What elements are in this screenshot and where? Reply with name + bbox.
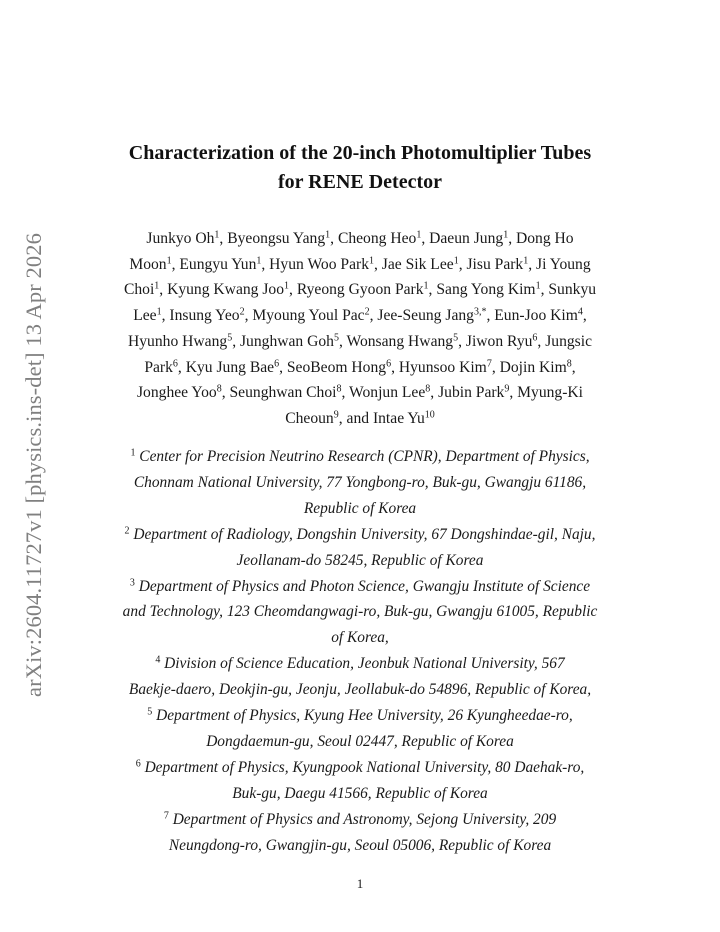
affiliation-text: Department of Physics, Kyung Hee University, 26 Kyungheedae-ro,	[152, 707, 573, 725]
author-list	[80, 226, 640, 432]
affiliation-marker: 8	[425, 383, 431, 395]
affiliation-line: of Korea,	[331, 629, 389, 647]
affiliation-marker: 2	[364, 306, 370, 318]
author-name: , Jee-Seung Jang	[369, 307, 474, 325]
affiliation-marker: 1	[156, 306, 162, 318]
author-name: , Cheong Heo	[330, 230, 417, 247]
author-line	[80, 277, 640, 303]
affiliation-marker: 1	[154, 280, 160, 292]
affiliation-marker: 3,*	[473, 306, 487, 318]
affiliation-line	[80, 807, 640, 833]
author-name: , Wonjun Lee	[341, 384, 426, 402]
affiliation-marker: 1	[325, 229, 331, 241]
affiliation-marker: 6	[386, 358, 392, 370]
author-line	[80, 226, 640, 252]
affiliation-marker: 1	[284, 280, 290, 292]
affiliation-marker: 5	[453, 332, 459, 344]
affiliation-number: 3	[129, 577, 135, 589]
page-number: 1	[356, 876, 364, 891]
author-name: , Ryeong Gyoon Park	[289, 281, 424, 299]
affiliation-marker: 7	[486, 358, 492, 370]
affiliation-number: 6	[135, 758, 141, 770]
author-name: , Hyunsoo Kim	[391, 358, 487, 376]
affiliation-list	[80, 444, 640, 859]
affiliation-line	[80, 444, 640, 470]
affiliation-marker: 1	[523, 255, 529, 267]
affiliation-marker: 2	[239, 306, 245, 318]
affiliation-marker: 1	[503, 229, 509, 241]
author-name: , Kyung Kwang Joo	[159, 281, 285, 299]
affiliation-marker: 6	[274, 358, 280, 370]
affiliation-number: 7	[163, 810, 169, 822]
affiliation-marker: 1	[416, 229, 422, 241]
affiliation-text: Department of Radiology, Dongshin University, 67 Dongshindae-gil, Naju,	[129, 525, 596, 543]
affiliation-number: 1	[130, 447, 136, 459]
paper-title-line-2: for RENE Detector	[277, 171, 442, 193]
author-name: Cheoun	[285, 409, 334, 427]
author-name: Lee	[133, 307, 157, 325]
author-name: , Jubin Park	[430, 384, 505, 402]
affiliation-marker: 1	[453, 255, 459, 267]
affiliation-line: Baekje-daero, Deokjin-gu, Jeonju, Jeollabuk-do 54896, Republic of Korea,	[128, 681, 592, 699]
author-name: , Myung-Ki	[509, 384, 583, 402]
affiliation-marker: 9	[504, 383, 510, 395]
author-name: , Seunghwan Choi	[221, 384, 337, 402]
author-name: , Sunkyu	[540, 281, 597, 299]
affiliation-line: Dongdaemun-gu, Seoul 02447, Republic of Korea	[206, 732, 514, 750]
affiliation-marker: 8	[216, 383, 222, 395]
author-name: , Jae Sik Lee	[374, 255, 454, 273]
affiliation-line	[80, 755, 640, 781]
affiliation-line	[80, 703, 640, 729]
author-name: , Eungyu Yun	[171, 255, 257, 273]
paper-title-line-1: Characterization of the 20-inch Photomultiplier Tubes	[128, 142, 592, 164]
author-line	[80, 252, 640, 278]
affiliation-line	[80, 574, 640, 600]
affiliation-marker: 8	[566, 358, 572, 370]
affiliation-line: Jeollanam-do 58245, Republic of Korea	[236, 551, 484, 569]
author-name: Junkyo Oh	[146, 230, 215, 247]
affiliation-line	[80, 522, 640, 548]
author-name: , SeoBeom Hong	[279, 358, 387, 376]
author-name: Jonghee Yoo	[136, 384, 217, 402]
affiliation-marker: 1	[423, 280, 429, 292]
affiliation-marker: 1	[214, 229, 220, 241]
affiliation-line: and Technology, 123 Cheomdangwagi-ro, Buk-gu, Gwangju 61005, Republic	[122, 603, 598, 621]
affiliation-number: 5	[147, 706, 153, 718]
affiliation-text: Department of Physics, Kyungpook National University, 80 Daehak-ro,	[140, 758, 585, 776]
affiliation-marker: 1	[256, 255, 262, 267]
author-name: , Daeun Jung	[421, 230, 504, 247]
author-name: , Jungsic	[537, 332, 592, 350]
author-name: , Hyun Woo Park	[261, 255, 369, 273]
author-line	[80, 303, 640, 329]
author-name: , Kyu Jung Bae	[177, 358, 275, 376]
author-line	[80, 406, 640, 432]
affiliation-text: Department of Physics and Photon Science, Gwangju Institute of Science	[134, 577, 591, 595]
affiliation-number: 4	[155, 654, 161, 666]
author-name: , Junghwan Goh	[232, 332, 334, 350]
affiliation-line: Buk-gu, Daegu 41566, Republic of Korea	[232, 784, 488, 802]
author-name: , Ji Young	[528, 255, 591, 273]
author-name: , Myoung Youl Pac	[244, 307, 365, 325]
affiliation-line: Neungdong-ro, Gwangjin-gu, Seoul 05006, Republic of Korea	[168, 836, 552, 854]
author-name: , Byeongsu Yang	[219, 230, 326, 247]
author-name: , Wonsang Hwang	[338, 332, 454, 350]
arxiv-identifier-stamp[interactable]: arXiv:2604.11727v1 [physics.ins-det] 13 Apr 2026	[21, 233, 46, 697]
affiliation-marker: 8	[336, 383, 342, 395]
author-name: , Jiwon Ryu	[458, 332, 533, 350]
author-name: Moon	[129, 255, 167, 273]
author-line	[80, 355, 640, 381]
author-name: , Dong Ho	[508, 230, 574, 247]
author-name: Hyunho Hwang	[128, 332, 228, 350]
author-line	[80, 380, 640, 406]
author-name: , Sang Yong Kim	[428, 281, 536, 299]
affiliation-marker: 6	[172, 358, 178, 370]
author-name: Park	[144, 358, 173, 376]
author-name: , Insung Yeo	[161, 307, 240, 325]
author-name: ,	[582, 307, 587, 325]
affiliation-line	[80, 651, 640, 677]
author-name: , Jisu Park	[458, 255, 524, 273]
author-name: Choi	[123, 281, 155, 299]
affiliation-text: Center for Precision Neutrino Research (CPNR), Department of Physics,	[135, 448, 590, 465]
affiliation-marker: 9	[333, 409, 339, 421]
affiliation-marker: 5	[227, 332, 233, 344]
author-name: , Dojin Kim	[491, 358, 567, 376]
affiliation-marker: 10	[424, 409, 435, 421]
paper-title	[70, 139, 650, 197]
affiliation-marker: 6	[532, 332, 538, 344]
affiliation-marker: 1	[369, 255, 374, 267]
affiliation-marker: 1	[166, 255, 172, 267]
affiliation-marker: 1	[535, 280, 541, 292]
affiliation-text: Department of Physics and Astronomy, Sejong University, 209	[168, 810, 557, 828]
affiliation-text: Division of Science Education, Jeonbuk National University, 567	[160, 655, 565, 673]
affiliation-line: Chonnam National University, 77 Yongbong-ro, Buk-gu, Gwangju 61186,	[133, 473, 587, 491]
author-name: , Eun-Joo Kim	[486, 307, 578, 325]
affiliation-marker: 4	[577, 306, 583, 318]
affiliation-marker: 5	[333, 332, 339, 344]
affiliation-line: Republic of Korea	[303, 499, 417, 517]
affiliation-number: 2	[124, 525, 130, 537]
author-name: , and Intae Yu	[338, 409, 425, 427]
author-line	[80, 329, 640, 355]
author-name: ,	[571, 358, 576, 376]
